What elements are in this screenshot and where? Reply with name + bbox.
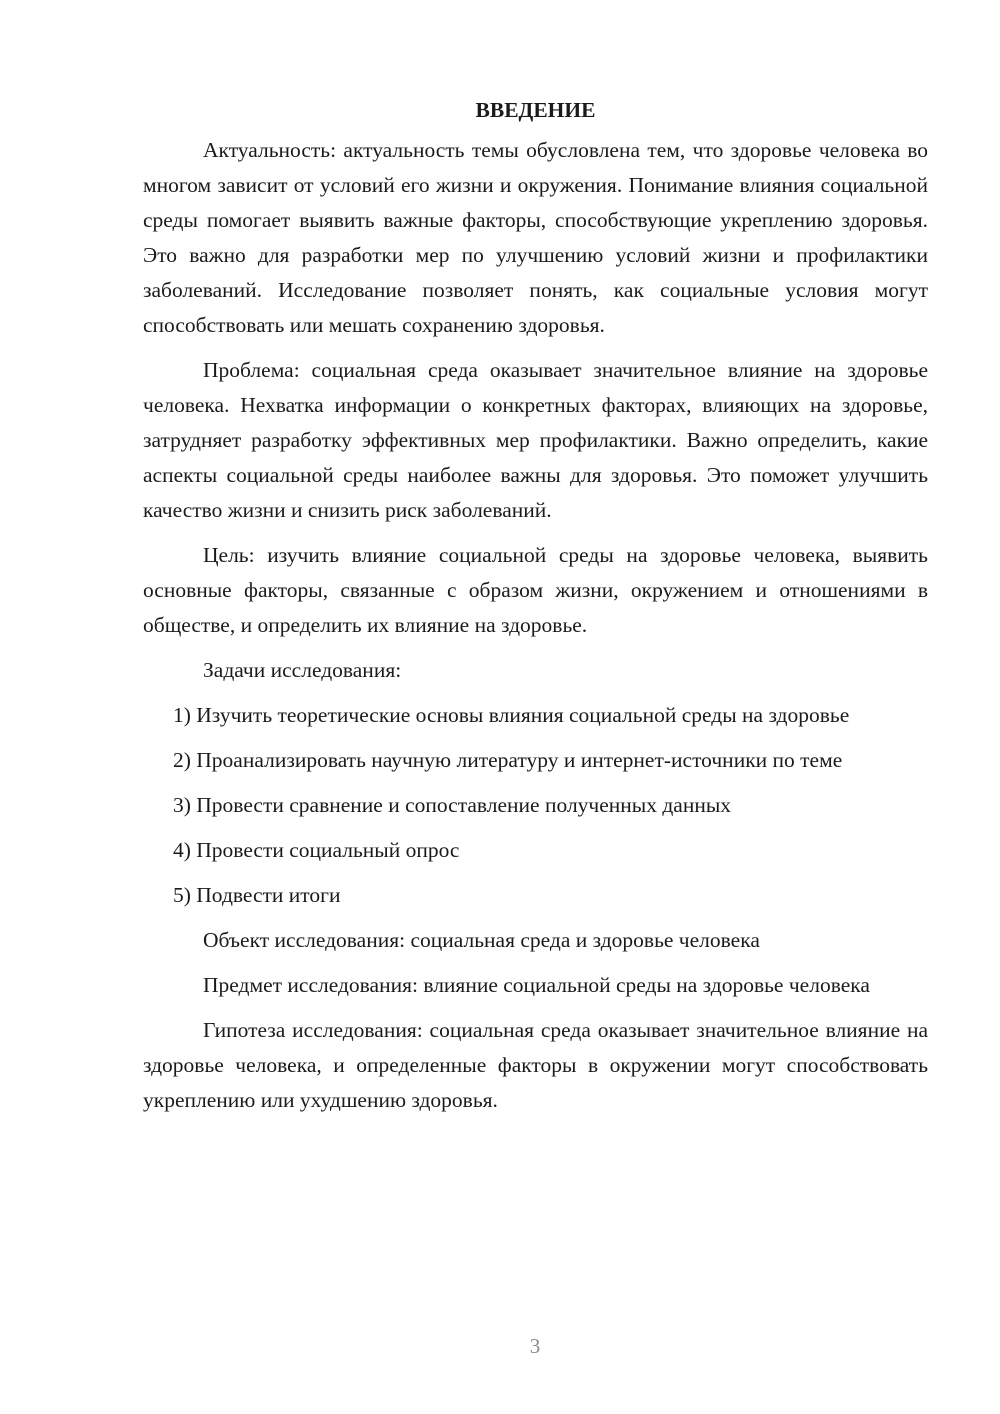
task-item-3: 3) Провести сравнение и сопоставление полученных данных: [173, 793, 732, 817]
problem-paragraph: Проблема: социальная среда оказывает значительное влияние на здоровье человека. Нехватка информации о конкретных факторах, влияющих на здоровье, затрудняет разработку эффективных мер профилактики. Важно определить, какие аспекты социальной среды наиболее важны для здоровья. Это поможет улучшить качество жизни и снизить риск заболеваний.: [143, 358, 928, 522]
section-title: ВВЕДЕНИЕ: [475, 98, 596, 122]
tasks-heading: Задачи исследования:: [203, 658, 402, 682]
document-page: [143, 93, 928, 1128]
task-item-1: 1) Изучить теоретические основы влияния социальной среды на здоровье: [173, 703, 850, 727]
hypothesis-paragraph: Гипотеза исследования: социальная среда оказывает значительное влияние на здоровье человека, и определенные факторы в окружении могут способствовать укреплению или ухудшению здоровья.: [143, 1018, 928, 1112]
task-item-5: 5) Подвести итоги: [173, 883, 341, 907]
task-item-4: 4) Провести социальный опрос: [173, 838, 460, 862]
relevance-paragraph: Актуальность: актуальность темы обусловлена тем, что здоровье человека во многом зависит от условий его жизни и окружения. Понимание влияния социальной среды помогает выявить важные факторы, способствующие укреплению здоровья. Это важно для разработки мер по улучшению условий жизни и профилактики заболеваний. Исследование позволяет понять, как социальные условия могут способствовать или мешать сохранению здоровья.: [143, 138, 928, 337]
page-number: 3: [529, 1334, 541, 1358]
goal-paragraph: Цель: изучить влияние социальной среды на здоровье человека, выявить основные факторы, связанные с образом жизни, окружением и отношениями в обществе, и определить их влияние на здоровье.: [143, 543, 928, 637]
task-item-2: 2) Проанализировать научную литературу и интернет-источники по теме: [173, 748, 843, 772]
object-paragraph: Объект исследования: социальная среда и здоровье человека: [203, 928, 760, 952]
subject-paragraph: Предмет исследования: влияние социальной среды на здоровье человека: [203, 973, 870, 997]
